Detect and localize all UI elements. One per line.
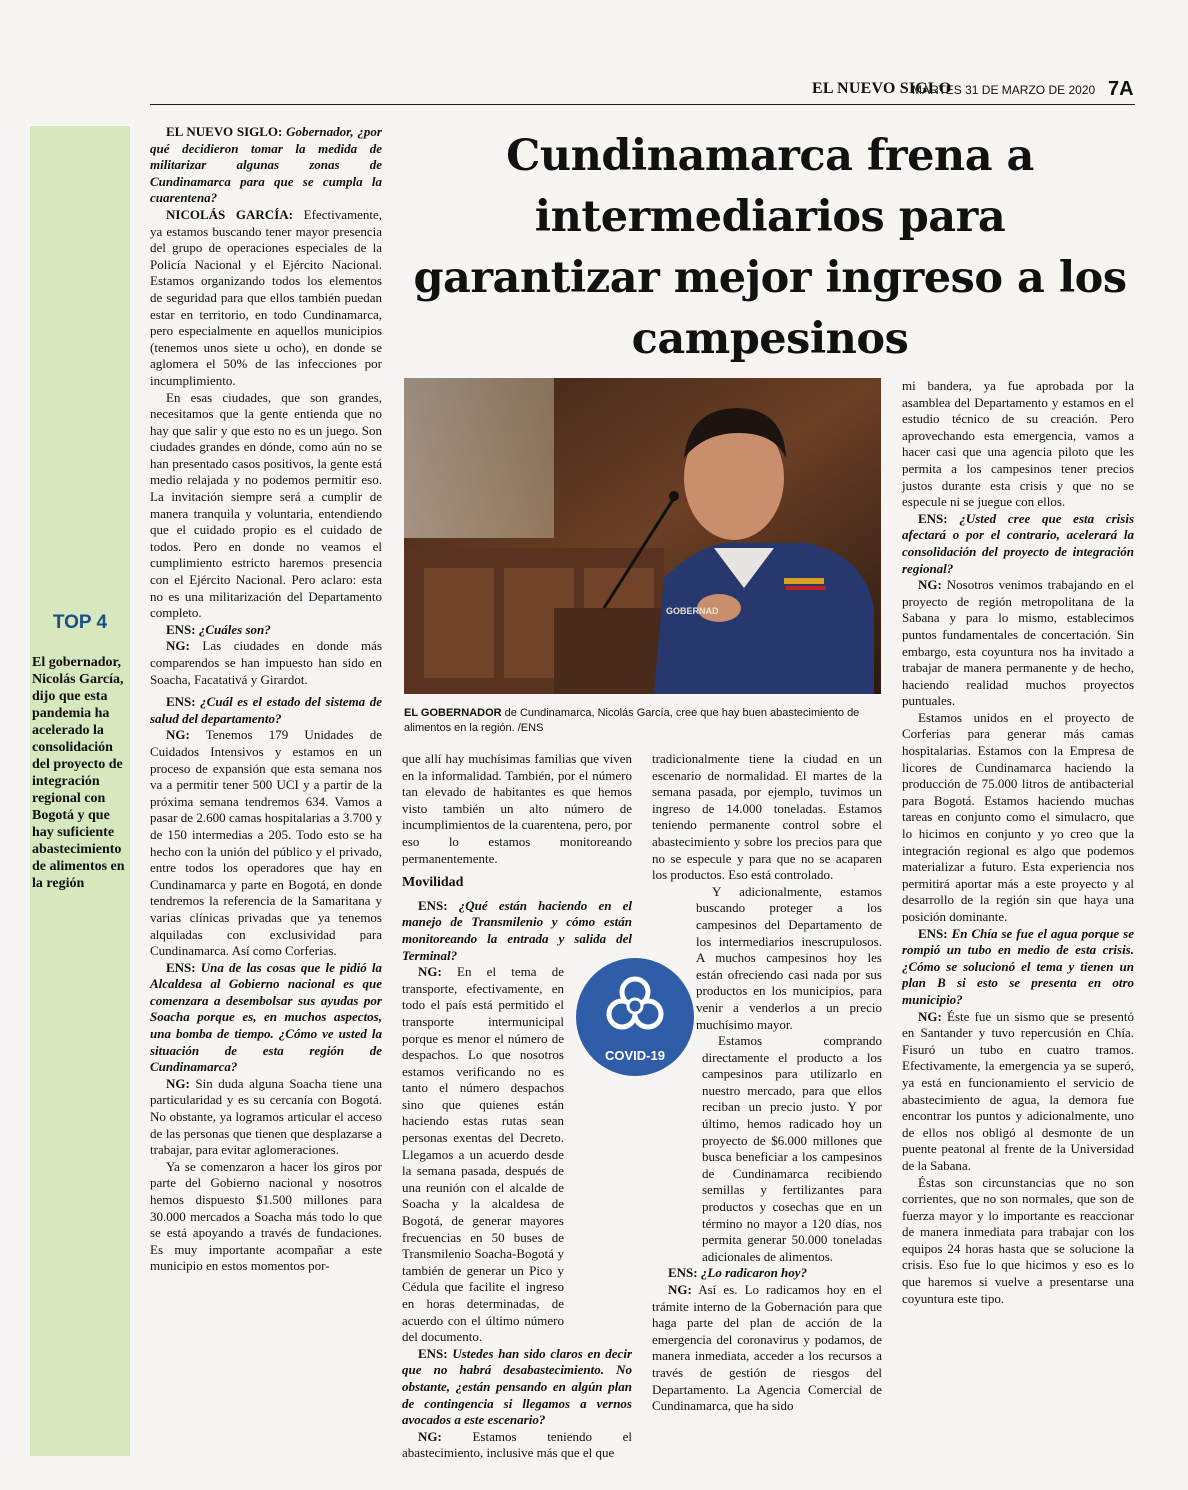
speaker-label: NG:	[166, 1075, 190, 1091]
answer	[150, 1076, 382, 1159]
speaker-label: NG:	[418, 964, 442, 980]
section-subhead: Movilidad	[402, 875, 464, 891]
article-headline: Cundinamarca frena a intermediarios para garantizar mejor ingreso a los campesinos	[413, 131, 1127, 364]
paragraph: que allí hay muchísimas familias que viven en la informalidad. También, por el número tan elevado de habitantes es que hemos visto también un alto número de incumplimientos de la cuarentena, pero, por eso lo estamos monitoreando permanentemente.	[402, 751, 632, 866]
caption-text: de Cundinamarca, Nicolás García, cree que hay buen abastecimiento de alimentos en la región. /ENS	[404, 707, 860, 734]
governor-photo	[404, 378, 881, 694]
speaker-label: ENS:	[166, 694, 196, 710]
paragraph: mi bandera, ya fue aprobada por la asamblea del Departamento y estamos en el estudio técnico de su creación. Pero aprovechando esta emergencia, vamos a hacer casi que una agencia piloto que les permita a los campesinos tener precios justos durante esta crisis y que no se especule ni se juegue con ellos.	[902, 378, 1134, 510]
paragraph: Ya se comenzaron a hacer los giros por parte del Gobierno nacional y nosotros hemos dispuesto $1.500 millones para 30.000 mercados a Soacha más todo lo que se está apoyando a través de fundaciones. Es muy importante acompañar a este municipio en estos momentos por-	[150, 1158, 382, 1274]
answer-text: Sin duda alguna Soacha tiene una particularidad y es su cercanía con Bogotá. No obstante, ya logramos articular el acceso de las personas que tienen que desplazarse a trabajar, para evitar aglomeraciones.	[150, 1075, 382, 1158]
paragraph: Estamos unidos en el proyecto de Corferias para generar más camas hospitalarias. Estamos con la Empresa de licores de Cundinamarca haciendo la producción de 75.000 litros de antibacterial para Bogotá. Estamos haciendo muchas tareas en conjunto como el simulacro, que lo hicimos en conjunto y yo creo que la integración regional es algo que podemos materializar a futuro. Esta experiencia nos permitirá aportar más a este proyecto y al desarrollo de la región sin que haya una posición dominante.	[902, 709, 1134, 924]
photo-caption	[404, 706, 881, 736]
page-number: 7A	[1108, 78, 1134, 100]
question-text: Una de las cosas que le pidió la Alcaldesa al Gobierno nacional es que comenzara a desembolsar sus ayudas por Soacha porque es, en muchos aspectos, una bomba de tiempo. ¿Cómo ve usted la situación de esta región de Cundinamarca?	[150, 959, 382, 1075]
issue-date: MARTES 31 DE MARZO DE 2020	[912, 83, 1096, 97]
photo-illustration	[404, 378, 881, 694]
question	[402, 1346, 632, 1429]
answer	[150, 638, 382, 688]
speaker-label: ENS:	[418, 897, 448, 913]
answer-text: Efectivamente, ya estamos buscando tener mayor presencia del grupo de operaciones especiales de la Policía Nacional y el Ejército Nacional. Estamos organizando todos los elementos de seguridad para que ellos también puedan estar en territorio, en todo Cundinamarca, pero especialmente en aquellos municipios (tenemos unos siete u ocho), en donde se aglomera el 50% de las infecciones por incumplimiento.	[150, 206, 382, 388]
speaker-label: ENS:	[918, 510, 948, 526]
answer	[652, 1282, 882, 1415]
answer-text: En el tema de transporte, efectivamente, en todo el país está permitido el transporte intermunicipal porque es menor el número de despachos. Lo que nosotros estamos verificando no es tanto el número despachos sino que quienes están haciendo estas rutas sean personas exentas del Decreto. Llegamos a un acuerdo desde la semana pasada, después de una reunión con el alcalde de Soacha y la alcaldesa de Bogotá, de generar mayores frecuencias en 50 buses de Transmilenio Soacha-Bogotá y también de generar un Pico y Cédula que facilite el ingreso en horas determinadas, de acuerdo con el último número del documento.	[402, 964, 564, 1345]
paragraph: Estamos comprando directamente el producto a los campesinos para utilizarlo en nuestro mercado, para que ellos reciban un precio justo. Y por último, hemos radicado hoy un proyecto de $6.000 millones que busca beneficiar a los campesinos de Cundinamarca recibiendo semillas y fertilizantes para productos y cosechas que en un término no mayor a 120 días, nos permita generar 50.000 toneladas adicionales de alimentos.	[702, 1033, 882, 1264]
question-text: En Chía se fue el agua porque se rompió un tubo en medio de esta crisis. ¿Cómo se solucionó el tema y tienen un plan B si esto se presenta en otro municipio?	[902, 925, 1134, 1007]
paragraph: En esas ciudades, que son grandes, necesitamos que la gente entienda que no hay que salir y que esto no es un juego. Son ciudades grandes en dónde, como aún no se han presentado casos positivos, la gente está medio relajada y no podemos permitir eso. La invitación siempre será a cumplir de manera tranquila y voluntaria, entendiendo que el cuidado propio es el cuidado de todos. Pero en donde no veamos el cumplimiento estricto haremos presencia con el Ejército Nacional. Pero aclaro: esta no es una militarización del Departamento completo.	[150, 389, 382, 621]
page-header	[812, 78, 1142, 102]
paragraph: Éstas son circunstancias que no son corrientes, que no son normales, que son de fuerza mayor y lo importante es reaccionar de manera inmediata para trabajar con los equipos 24 horas hasta que se solucione la crisis. Eso fue lo que hicimos y eso es lo que haremos si vuelve a presentarse una coyuntura este tipo.	[902, 1174, 1134, 1306]
question-text: ¿Lo radicaron hoy?	[697, 1265, 808, 1281]
question-text: ¿Usted cree que esta crisis afectará o por el contrario, acelerará la consolidación del proyecto de integración regional?	[902, 510, 1134, 576]
answer	[902, 1009, 1134, 1175]
question-text: ¿Qué están haciendo en el manejo de Transmilenio y cómo están monitoreando la entrada y salida del Terminal?	[402, 897, 632, 963]
article-column-4	[902, 378, 1134, 1307]
question	[150, 694, 382, 727]
speaker-label: ENS:	[166, 959, 196, 975]
biohazard-icon	[600, 970, 670, 1040]
badge-label: COVID-19	[605, 1048, 665, 1063]
paragraph: tradicionalmente tiene la ciudad en un escenario de normalidad. El martes de la semana pasada, por ejemplo, tuvimos un ingreso de 14.000 toneladas. Estamos teniendo permanente control sobre el abastecimiento y sobre los precios para que no se especule y para que no se acaparen los productos. Eso está controlado.	[652, 751, 882, 883]
article-column-3	[652, 751, 882, 1415]
answer-text: Así es. Lo radicamos hoy en el trámite interno de la Gobernación para que haga parte del plan de acción de la emergencia del coronavirus y podamos, de manera inmediata, acceder a los recursos a través de gestión de riesgos del Departamento. La Agencia Comercial de Cundinamarca, que ha sido	[652, 1282, 882, 1414]
answer-text: Estamos teniendo el abastecimiento, inclusive más que el que	[402, 1428, 632, 1461]
question	[150, 622, 382, 639]
sidebar-heading: TOP 4	[52, 612, 108, 633]
speaker-label: NG:	[166, 727, 190, 743]
question-text: Gobernador, ¿por qué decidieron tomar la medida de militarizar algunas zonas de Cundinamarca para que se cumpla la cuarentena?	[150, 124, 382, 206]
speaker-label: NG:	[166, 638, 190, 654]
answer	[150, 727, 382, 959]
speaker-label: NG:	[668, 1282, 692, 1297]
jacket-placard: GOBERNAD	[666, 606, 719, 616]
speaker-label: ENS:	[166, 621, 196, 637]
answer	[902, 577, 1134, 710]
question-text: ¿Cuál es el estado del sistema de salud del departamento?	[150, 694, 382, 726]
question	[902, 926, 1134, 1009]
covid-badge	[576, 958, 694, 1076]
speaker-label: EL NUEVO SIGLO:	[166, 124, 283, 139]
question-text: ¿Cuáles son?	[195, 621, 271, 637]
answer-text: Tenemos 179 Unidades de Cuidados Intensivos y estamos en un proceso de expansión que esta semana nos va a permitir tener 500 UCI y a partir de la próxima semana tendremos 634. Vamos a pasar de 2.600 camas hospitalarias a 3.700 y de 150 intermedias a 205. Todo esto se ha hecho con la unión del público y el privado, entre todos los operadores que hay en Cundinamarca y parte en Bogotá, en donde tendremos la referencia de la Samaritana y varias clínicas privadas que ya tenemos alquiladas con exclusividad para Cundinamarca. Así como Corferias.	[150, 727, 382, 959]
answer-text: Nosotros venimos trabajando en el proyecto de región metropolitana de la Sabana y para lo mismo, establecimos puntos fundamentales de concertación. Sin embargo, esta coyuntura nos ha invitado a trabajar de manera permanente y de hecho, haciendo realidad muchos proyectos puntuales.	[902, 577, 1134, 709]
speaker-label: NG:	[418, 1428, 442, 1444]
speaker-label: ENS:	[418, 1345, 448, 1361]
question	[150, 124, 382, 207]
question-text: Ustedes han sido claros en decir que no habrá desabastecimiento. No obstante, ¿están pensando en algún plan de contingencia si llegamos a vernos avocados a este escenario?	[402, 1345, 632, 1428]
question	[402, 898, 632, 964]
answer-text: Las ciudades en donde más comparendos se han impuesto han sido en Soacha, Facatativá y Girardot.	[150, 638, 382, 687]
answer	[150, 207, 382, 390]
speaker-label: NICOLÁS GARCÍA:	[166, 206, 293, 222]
answer	[402, 1429, 632, 1462]
question	[652, 1265, 882, 1282]
question	[150, 960, 382, 1076]
answer-text: Éste fue un sismo que se presentó en Santander y tuvo repercusión en Chía. Fisuró un tubo en cuatro tramos. Efectivamente, la emergencia ya se superó, ya está en funcionamiento el servicio de abastecimiento de agua, la demora fue encontrar los puntos y adicionalmente, uno de ellos nos obligó al desmonte de un puente peatonal al frente de la Universidad de la Sabana.	[902, 1008, 1134, 1173]
paragraph: Y adicionalmente, estamos buscando proteger a los campesinos del Departamento de los intermediarios inescrupulosos. A muchos campesinos hoy les están ofreciendo casi nada por sus productos en los municipios, para venir a venderlos a un precio muchísimo mayor.	[696, 883, 882, 1032]
speaker-label: ENS:	[918, 925, 948, 941]
header-rule	[150, 104, 1135, 105]
caption-lead: EL GOBERNADOR	[404, 707, 502, 719]
article-column-1	[150, 124, 382, 1275]
speaker-label: NG:	[918, 1008, 942, 1024]
publication-name: EL NUEVO SIGLO	[812, 80, 952, 97]
speaker-label: ENS:	[668, 1265, 698, 1281]
question	[902, 511, 1134, 577]
speaker-label: NG:	[918, 577, 942, 593]
sidebar-summary: El gobernador, Nicolás García, dijo que esta pandemia ha acelerado la consolidación del proyecto de integración regional con Bogotá y que hay suficiente abastecimiento de alimentos en la región	[32, 655, 125, 891]
article-column-2	[402, 751, 632, 1462]
